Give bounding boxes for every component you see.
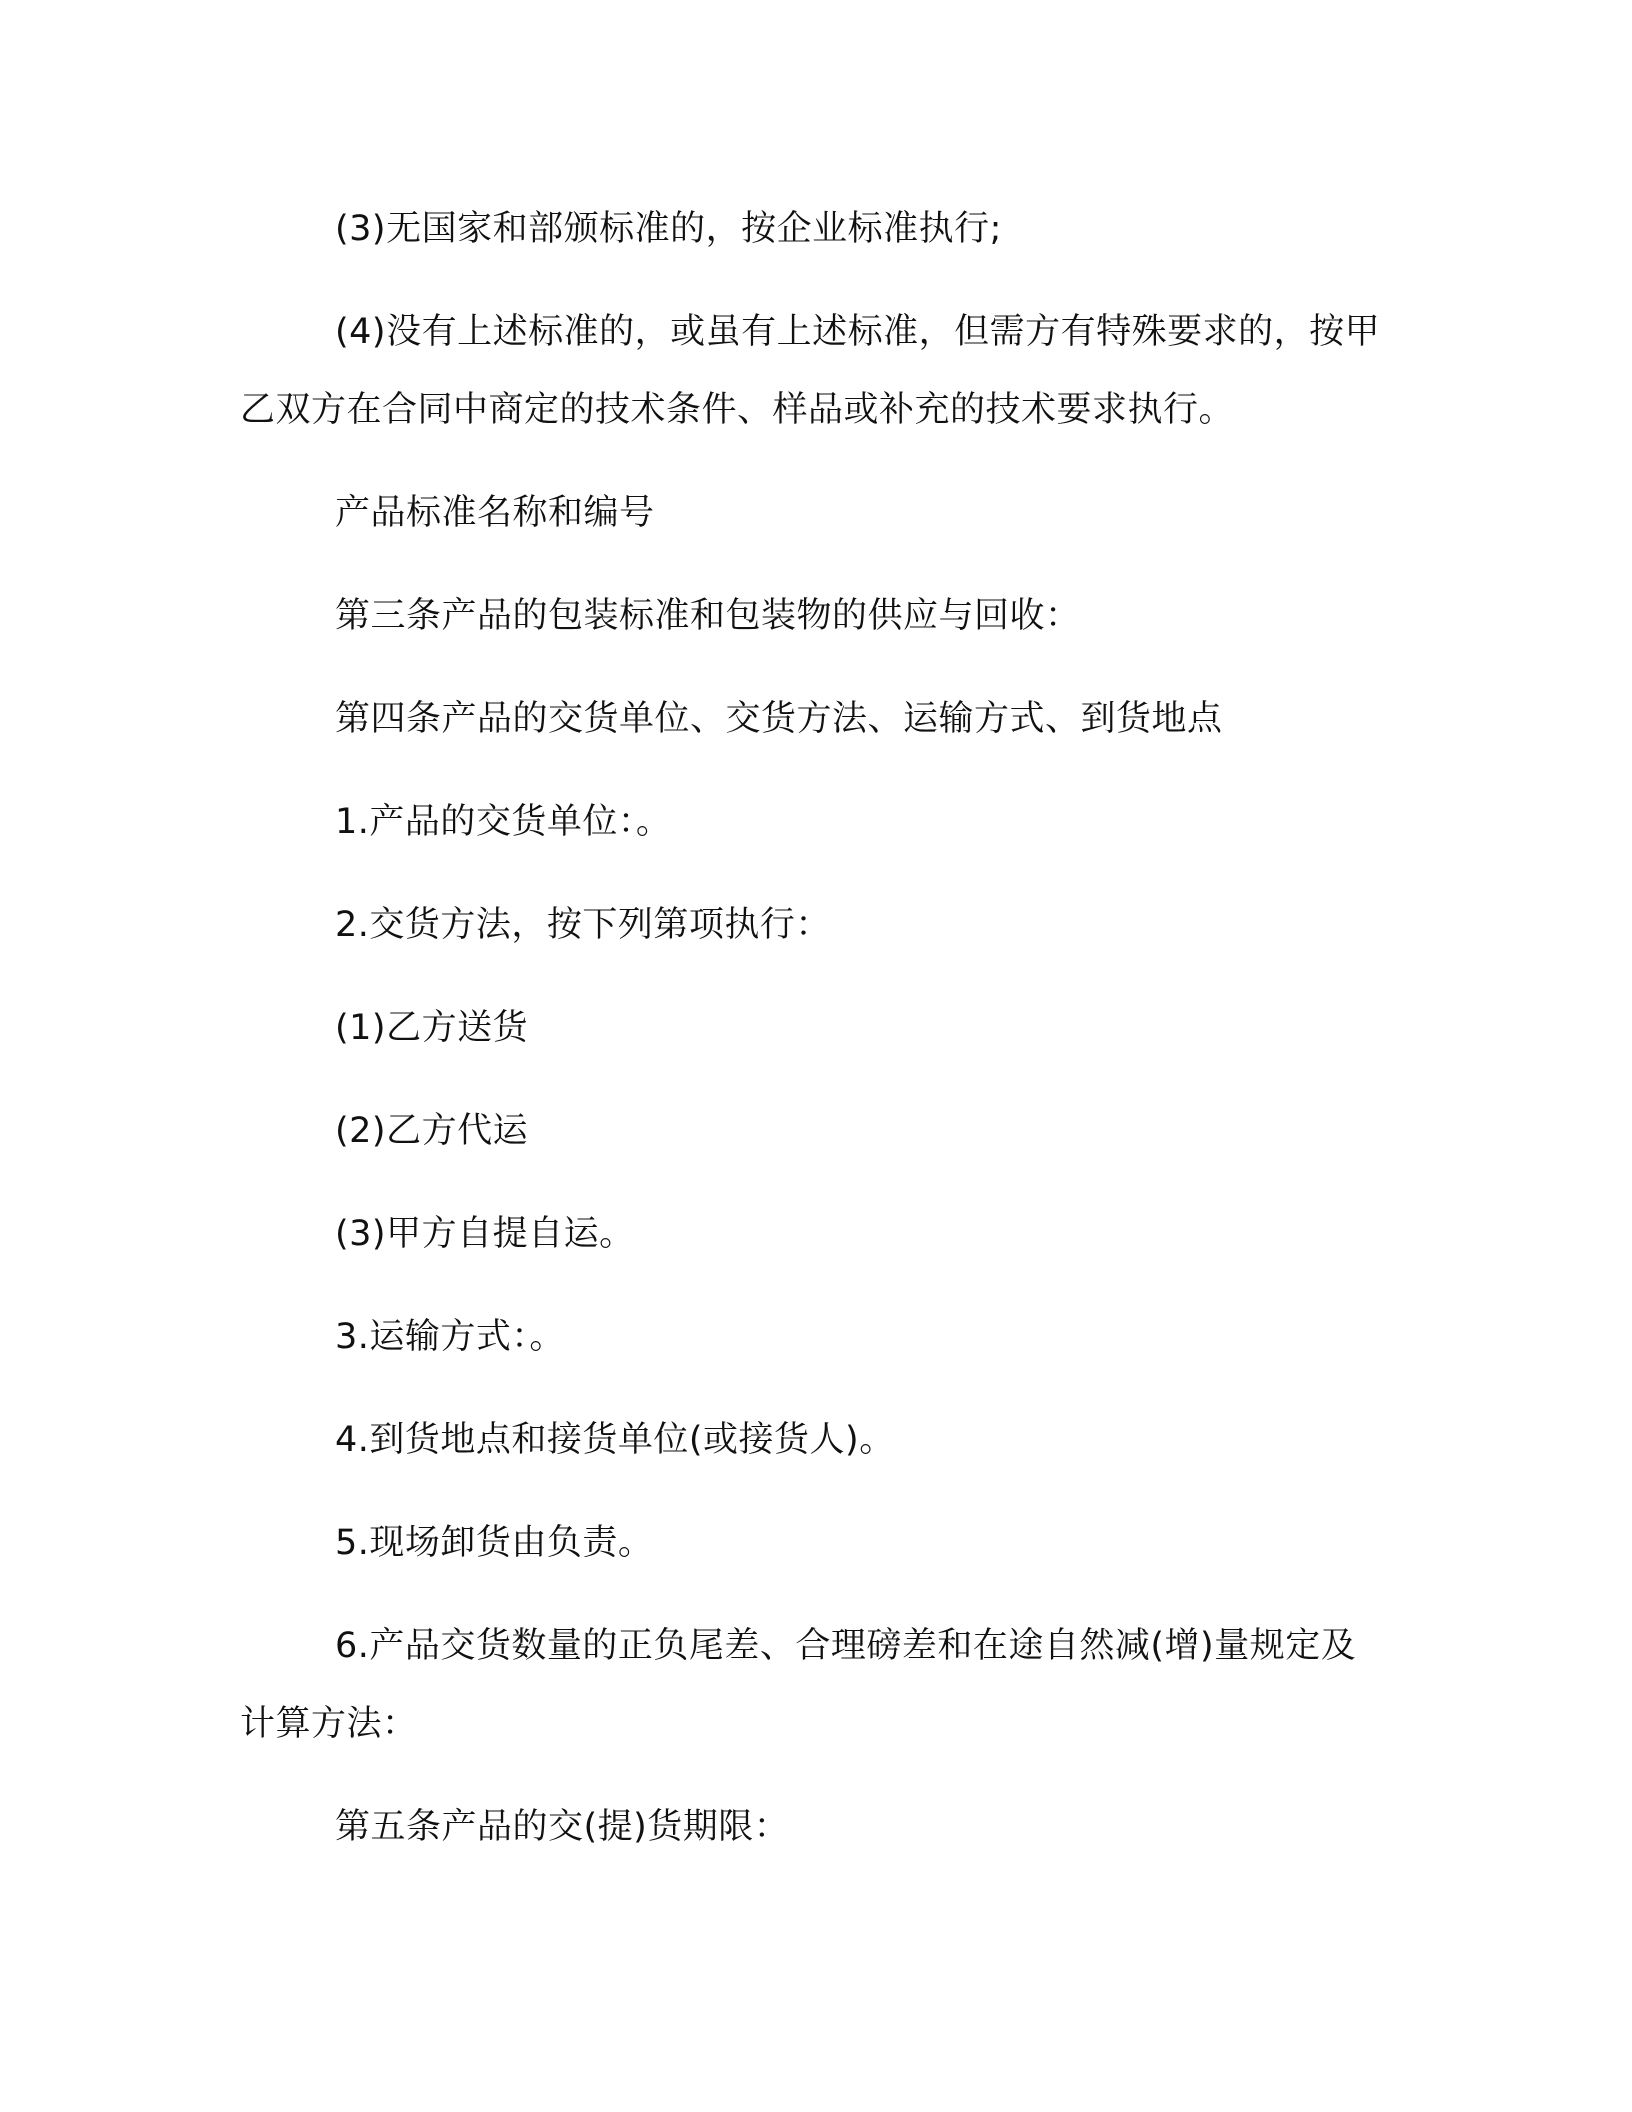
paragraph-standard-3: (3)无国家和部颁标准的，按企业标准执行;: [335, 209, 1002, 249]
paragraph-quantity-tolerance: 6.产品交货数量的正负尾差、合理磅差和在途自然减(增)量规定及计算方法：: [240, 1626, 1357, 1744]
document-body: [240, 190, 1390, 1891]
paragraph-standard-4: (4)没有上述标准的，或虽有上述标准，但需方有特殊要求的，按甲乙双方在合同中商定的技术条件、样品或补充的技术要求执行。: [240, 312, 1381, 430]
paragraph-delivery-method: 2.交货方法，按下列第项执行：: [335, 905, 831, 945]
paragraph-method-3: (3)甲方自提自运。: [335, 1214, 635, 1254]
paragraph-unloading: 5.现场卸货由负责。: [335, 1523, 654, 1563]
paragraph-method-1: (1)乙方送货: [335, 1008, 529, 1048]
paragraph-destination: 4.到货地点和接货单位(或接货人)。: [335, 1420, 895, 1460]
paragraph-article-4: 第四条产品的交货单位、交货方法、运输方式、到货地点: [335, 699, 1223, 739]
paragraph-article-5: 第五条产品的交(提)货期限：: [335, 1807, 790, 1847]
paragraph-article-3: 第三条产品的包装标准和包装物的供应与回收：: [335, 596, 1081, 636]
paragraph-delivery-unit: 1.产品的交货单位：。: [335, 802, 672, 842]
paragraph-method-2: (2)乙方代运: [335, 1111, 529, 1151]
paragraph-transport: 3.运输方式：。: [335, 1317, 565, 1357]
paragraph-standard-name: 产品标准名称和编号: [335, 493, 655, 533]
